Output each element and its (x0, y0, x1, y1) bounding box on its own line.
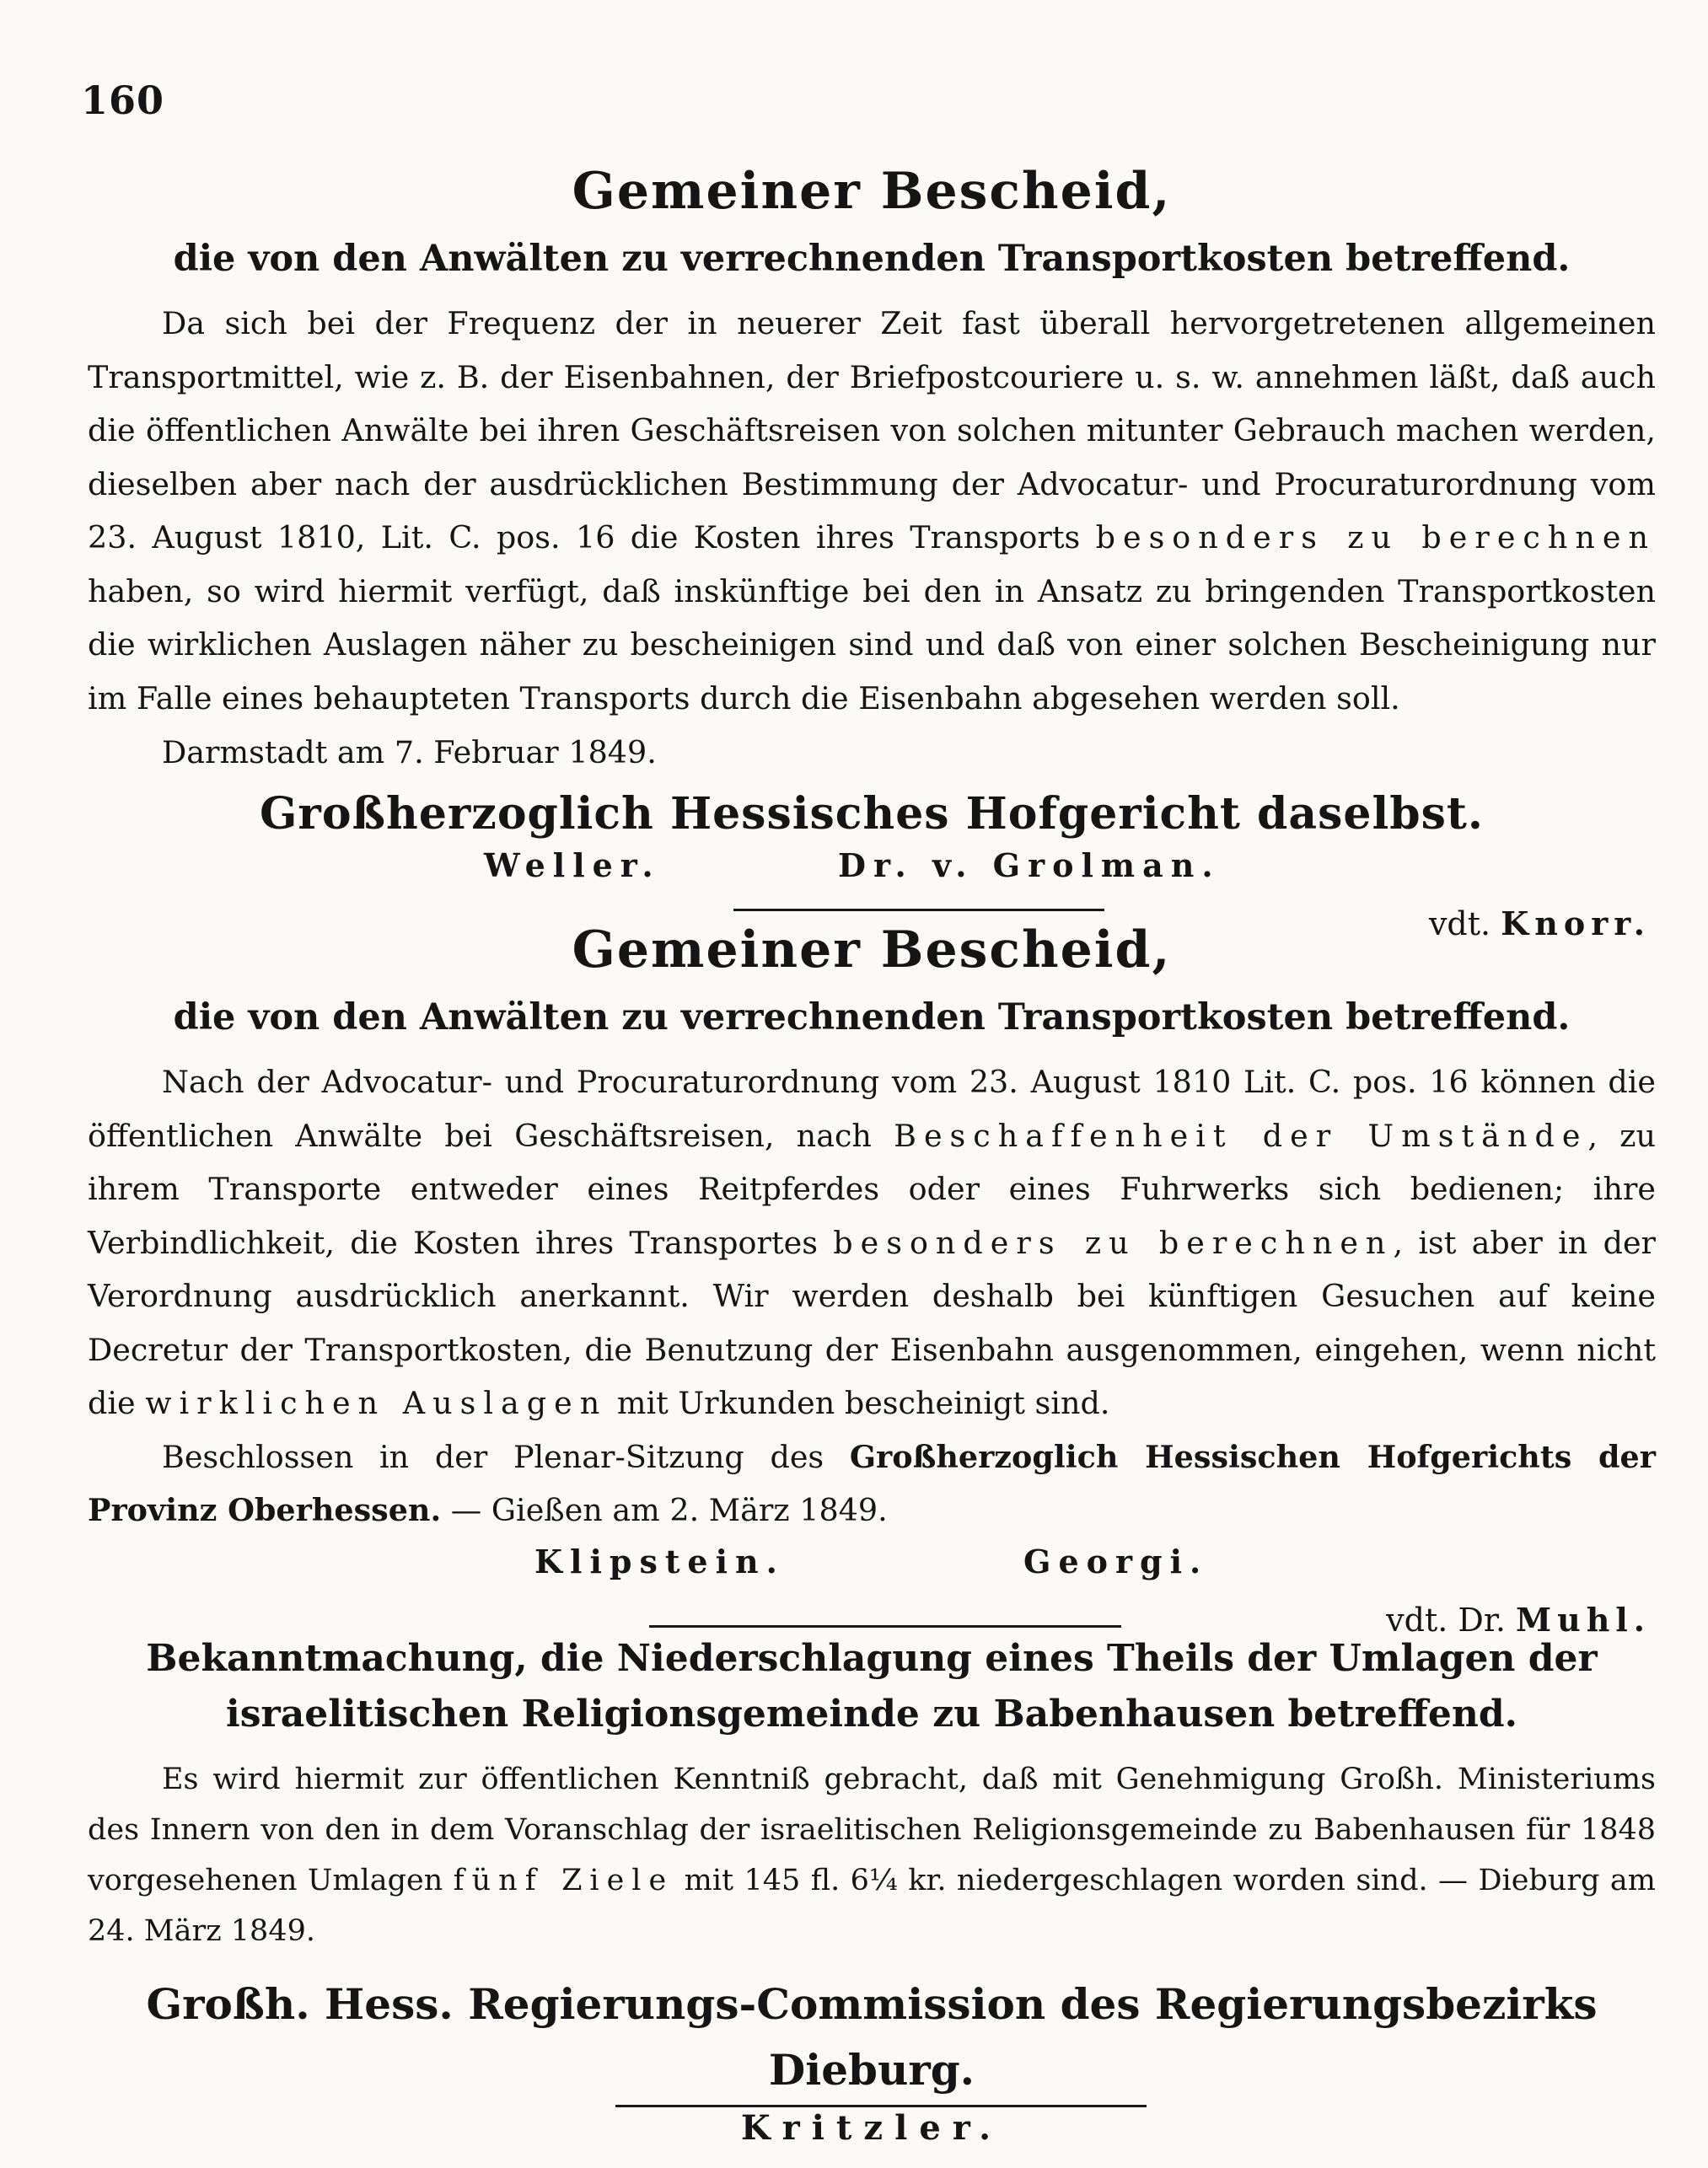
body-text-part: mit 145 fl. 6¼ kr. niedergeschlagen worden sind. — Dieburg am 24. März 1849. (88, 1864, 1656, 1948)
notice-heading: Gemeiner Bescheid, (572, 920, 1172, 979)
signatory-right: Georgi. (1023, 1542, 1209, 1580)
notice-body (88, 297, 1656, 725)
signatories (88, 1543, 1656, 1596)
notice-body (88, 1055, 1656, 1430)
signatories (88, 846, 1656, 900)
notice-subheading: die von den Anwälten zu verrechnenden Transportkosten betreffend. (173, 238, 1571, 280)
emphasized-text: wirklichen Auslagen (145, 1385, 608, 1421)
vdt-name: Knorr. (1501, 904, 1651, 942)
body-text-part: haben, so wird hiermit verfügt, daß inskünftige bei den in Ansatz zu bringenden Transportkosten die wirklichen Auslagen näher zu bescheinigen sind und daß von einer solchen Bescheinigung nur im Falle eines behaupteten Transports durch die Eisenbahn abgesehen werden soll. (88, 572, 1656, 716)
emphasized-text: fünf Ziele (453, 1864, 674, 1897)
notice-heading: Bekanntmachung, die Niederschlagung eines Theils der Umlagen der israelitischen Religionsgemeinde zu Babenhausen betreffend. (146, 1637, 1598, 1736)
notice-subheading: die von den Anwälten zu verrechnenden Transportkosten betreffend. (173, 996, 1571, 1038)
signatory: Kritzler. (740, 2108, 1003, 2148)
issuing-court: Großherzoglich Hessisches Hofgericht daselbst. (260, 788, 1484, 840)
dateline: Darmstadt am 7. Februar 1849. (162, 734, 657, 770)
emphasized-text: besonders zu berechnen (1095, 519, 1656, 555)
section-divider (733, 909, 1104, 911)
signatory-left: Weller. (484, 846, 661, 884)
closing-divider (615, 2105, 1147, 2107)
notice-gemeiner-bescheid-darmstadt (88, 160, 1656, 947)
vdt-prefix: vdt. (1428, 905, 1491, 942)
emphasized-text: Beschaffenheit der Umstände (894, 1117, 1588, 1154)
emphasized-text: besonders zu berechnen (833, 1224, 1394, 1261)
page-number: 160 (81, 78, 165, 123)
signatory-left: Klipstein. (534, 1542, 785, 1580)
resolution-text: Beschlossen in der Plenar-Sitzung des (162, 1438, 850, 1475)
notice-heading: Gemeiner Bescheid, (572, 162, 1172, 221)
body-text-part: , zu ihrem Transporte entweder eines Reitpferdes oder eines Fuhrwerks sich bedienen; ihre Verbindlichkeit, die Kosten ihres Transportes (88, 1117, 1656, 1261)
resolution-date: — Gießen am 2. März 1849. (441, 1492, 888, 1528)
notice-bekanntmachung (88, 1631, 1656, 2154)
vdt-name: Muhl. (1516, 1600, 1651, 1639)
signatory-right: Dr. v. Grolman. (838, 846, 1221, 884)
body-text-part: Nach der Advocatur- und Procuraturordnung vom 23. August 1810 Lit. C. pos. 16 können die öffentlichen Anwälte bei Geschäftsreisen, nach (88, 1064, 1656, 1154)
notice-body (88, 1754, 1656, 1956)
vdt-prefix: vdt. Dr. (1386, 1601, 1506, 1639)
resolution (88, 1430, 1656, 1537)
body-text-part: Da sich bei der Frequenz der in neuerer Zeit fast überall hervorgetretenen allgemeinen Transportmittel, wie z. B. der Eisenbahnen, der Briefpostcouriere u. s. w. annehmen läßt, daß auch die öffentlichen Anwälte bei ihren Geschäftsreisen von solchen mitunter Gebrauch machen werden, dieselben aber nach der ausdrücklichen Bestimmung der Advocatur- und Procuraturordnung vom 23. August 1810, Lit. C. pos. 16 die Kosten ihres Transports (88, 305, 1656, 555)
notice-gemeiner-bescheid-giessen (88, 919, 1656, 1644)
section-divider (649, 1625, 1121, 1628)
body-text-part: mit Urkunden bescheinigt sind. (607, 1385, 1110, 1421)
body-text-part: Es wird hiermit zur öffentlichen Kenntniß gebracht, daß mit Genehmigung Großh. Ministeriums des Innern von den in dem Voranschlag der israelitischen Religionsgemeinde zu Babenhausen für 1848 vorgesehenen Umlagen (88, 1763, 1656, 1897)
body-text-part: , ist aber in der Verordnung ausdrücklich anerkannt. Wir werden deshalb bei künftigen Gesuchen auf keine Decretur der Transportkosten, die Benutzung der Eisenbahn ausgenommen, eingehen, wenn nicht die (88, 1224, 1656, 1421)
issuing-authority: Großh. Hess. Regierungs-Commission des Regierungsbezirks Dieburg. (146, 1979, 1598, 2095)
resolution-court: Großherzoglich Hessischen Hofgerichts der Provinz Oberhessen. (88, 1438, 1657, 1528)
